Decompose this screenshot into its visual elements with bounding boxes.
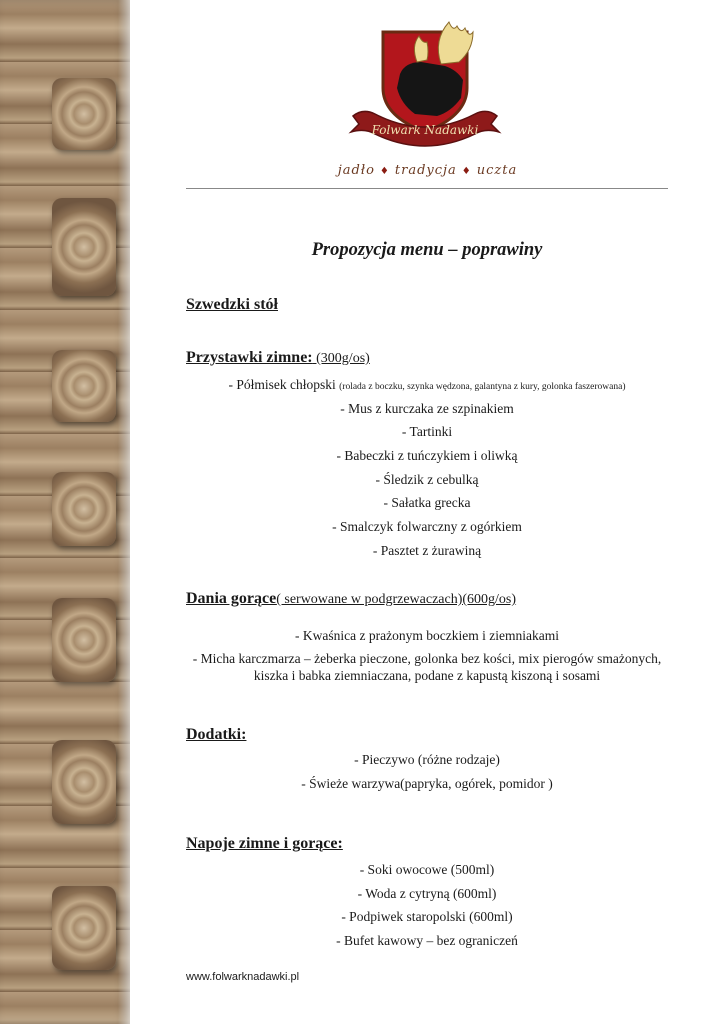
menu-item: - Podpiwek staropolski (600ml) [341, 909, 513, 924]
menu-item: - Mus z kurczaka ze szpinakiem [340, 401, 514, 416]
menu-item-text: - Półmisek chłopski [228, 377, 340, 392]
tagline-part: jadło [337, 163, 375, 178]
menu-item: - Kwaśnica z prażonym boczkiem i ziemniakami [295, 628, 559, 643]
footer-website-link[interactable]: www.folwarknadawki.pl [186, 971, 300, 983]
heading-note: (300g/os) [312, 351, 370, 366]
menu-item: - Pasztet z żurawiną [372, 543, 482, 558]
menu-item: - Smalczyk folwarczny z ogórkiem [332, 519, 522, 534]
log-end [52, 886, 116, 970]
page-fade [118, 0, 138, 1024]
section-heading-hot-dishes [186, 590, 516, 608]
section-heading-drinks: Napoje zimne i gorące: [186, 835, 343, 852]
log-end [52, 740, 116, 824]
section-heading-sides: Dodatki: [186, 726, 247, 743]
menu-item: - Micha karczmarza – żeberka pieczone, golonka bez kości, mix pierogów smażonych, kiszka i babka ziemniaczana, podane z kapustą kiszoną i sosami [192, 651, 662, 683]
menu-item: - Babeczki z tuńczykiem i oliwką [336, 448, 518, 463]
diamond-icon: ♦ [379, 166, 390, 177]
heading-text: Dania gorące [186, 590, 277, 607]
header-divider [186, 188, 668, 189]
menu-item: - Soki owocowe (500ml) [359, 862, 495, 877]
menu-item: - Woda z cytryną (600ml) [357, 886, 497, 901]
moose-crest-logo [345, 16, 505, 156]
menu-item-note: (rolada z boczku, szynka wędzona, galantyna z kury, golonka faszerowana) [339, 382, 626, 392]
log-end [52, 472, 116, 546]
log-end [52, 198, 116, 296]
tagline [300, 163, 555, 178]
tagline-part: tradycja [394, 163, 457, 178]
menu-item: - Sałatka grecka [383, 495, 471, 510]
log-end [52, 78, 116, 150]
tagline-part: uczta [476, 163, 518, 178]
log-end [52, 350, 116, 422]
wood-log-wall [0, 0, 130, 1024]
menu-item [186, 376, 668, 396]
log-end [52, 598, 116, 682]
menu-item: - Pieczywo (różne rodzaje) [354, 752, 500, 767]
menu-item: - Świeże warzywa(papryka, ogórek, pomidor ) [301, 776, 553, 791]
menu-item: - Bufet kawowy – bez ograniczeń [336, 933, 518, 948]
section-heading-cold-starters [186, 349, 370, 367]
page-title: Propozycja menu – poprawiny [311, 240, 543, 260]
heading-text: Przystawki zimne: [186, 349, 313, 366]
menu-item: - Tartinki [401, 424, 453, 439]
section-heading-swedish-table: Szwedzki stół [186, 296, 278, 313]
diamond-icon: ♦ [461, 166, 472, 177]
logo-text: Folwark Nadawki [371, 123, 479, 137]
menu-item: - Śledzik z cebulką [375, 472, 479, 487]
heading-note: ( serwowane w podgrzewaczach)(600g/os) [276, 592, 517, 607]
